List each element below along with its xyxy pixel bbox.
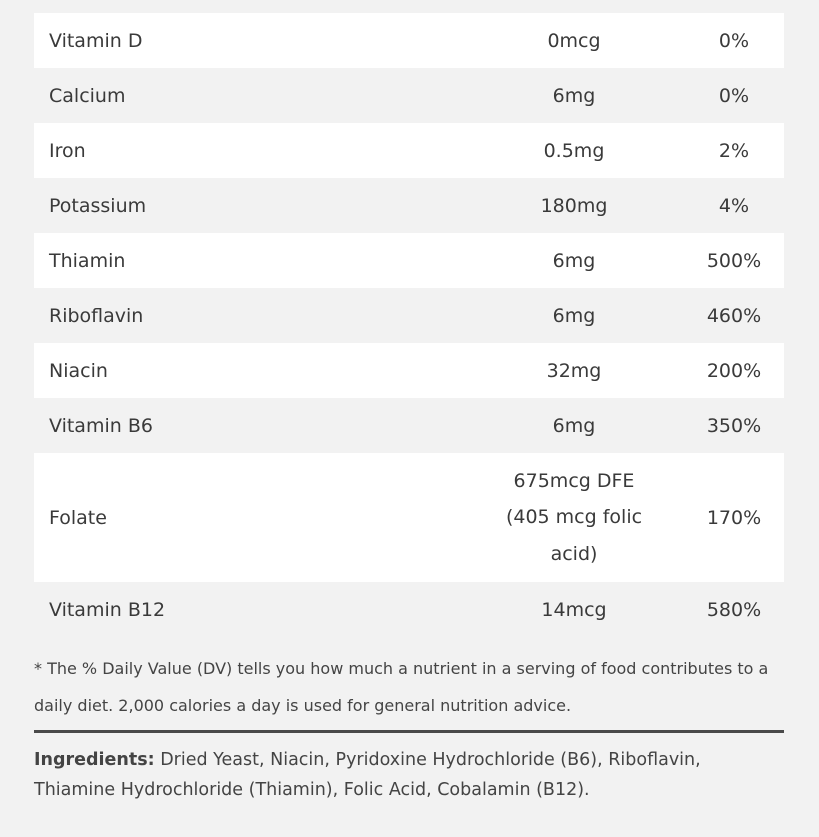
table-row — [34, 398, 784, 453]
nutrient-amount: 6mg — [552, 304, 596, 327]
nutrient-amount: 6mg — [552, 249, 596, 272]
nutrient-daily-value: 0% — [718, 29, 750, 52]
nutrient-name: Folate — [49, 506, 107, 529]
nutrient-daily-value: 500% — [706, 249, 762, 272]
nutrient-name: Iron — [49, 139, 86, 162]
nutrient-amount: 32mg — [546, 359, 602, 382]
nutrient-amount: 180mg — [540, 194, 608, 217]
nutrient-amount — [464, 463, 684, 573]
table-row — [34, 453, 784, 582]
table-row — [34, 178, 784, 233]
nutrient-name: Vitamin D — [49, 29, 143, 52]
divider — [34, 730, 784, 733]
nutrient-amount: 0mcg — [547, 29, 601, 52]
nutrition-facts — [34, 13, 784, 805]
amount-line: 675mcg DFE — [513, 469, 635, 492]
amount-line: acid) — [550, 542, 598, 565]
nutrient-amount: 6mg — [552, 414, 596, 437]
nutrient-amount: 6mg — [552, 84, 596, 107]
nutrient-daily-value: 580% — [706, 598, 762, 621]
nutrient-name: Potassium — [49, 194, 147, 217]
nutrient-name: Vitamin B12 — [49, 598, 166, 621]
table-row — [34, 123, 784, 178]
table-row — [34, 288, 784, 343]
nutrient-daily-value: 0% — [718, 84, 750, 107]
ingredients — [34, 745, 784, 805]
nutrient-name: Niacin — [49, 359, 108, 382]
ingredients-label: Ingredients: — [34, 750, 155, 770]
nutrient-name: Thiamin — [49, 249, 126, 272]
nutrient-name: Calcium — [49, 84, 126, 107]
nutrient-amount: 0.5mg — [543, 139, 605, 162]
amount-line: (405 mcg folic — [505, 506, 643, 529]
nutrient-table — [34, 13, 784, 637]
nutrient-daily-value: 170% — [706, 506, 762, 529]
nutrient-daily-value: 350% — [706, 414, 762, 437]
table-row — [34, 68, 784, 123]
nutrient-name: Vitamin B6 — [49, 414, 153, 437]
nutrient-amount: 14mcg — [541, 598, 607, 621]
nutrient-daily-value: 200% — [706, 359, 762, 382]
table-row — [34, 233, 784, 288]
nutrient-daily-value: 460% — [706, 304, 762, 327]
table-row — [34, 13, 784, 68]
table-row — [34, 343, 784, 398]
nutrient-daily-value: 4% — [718, 194, 750, 217]
ingredients-text: Dried Yeast, Niacin, Pyridoxine Hydrochloride (B6), Riboflavin, Thiamine Hydrochloride (Thiamin), Folic Acid, Cobalamin (B12). — [34, 750, 701, 800]
nutrient-daily-value: 2% — [718, 139, 750, 162]
table-row — [34, 582, 784, 637]
nutrient-name: Riboflavin — [49, 304, 144, 327]
daily-value-footnote: * The % Daily Value (DV) tells you how much a nutrient in a serving of food contributes to a daily diet. 2,000 calories a day is used for general nutrition advice. — [34, 659, 769, 715]
